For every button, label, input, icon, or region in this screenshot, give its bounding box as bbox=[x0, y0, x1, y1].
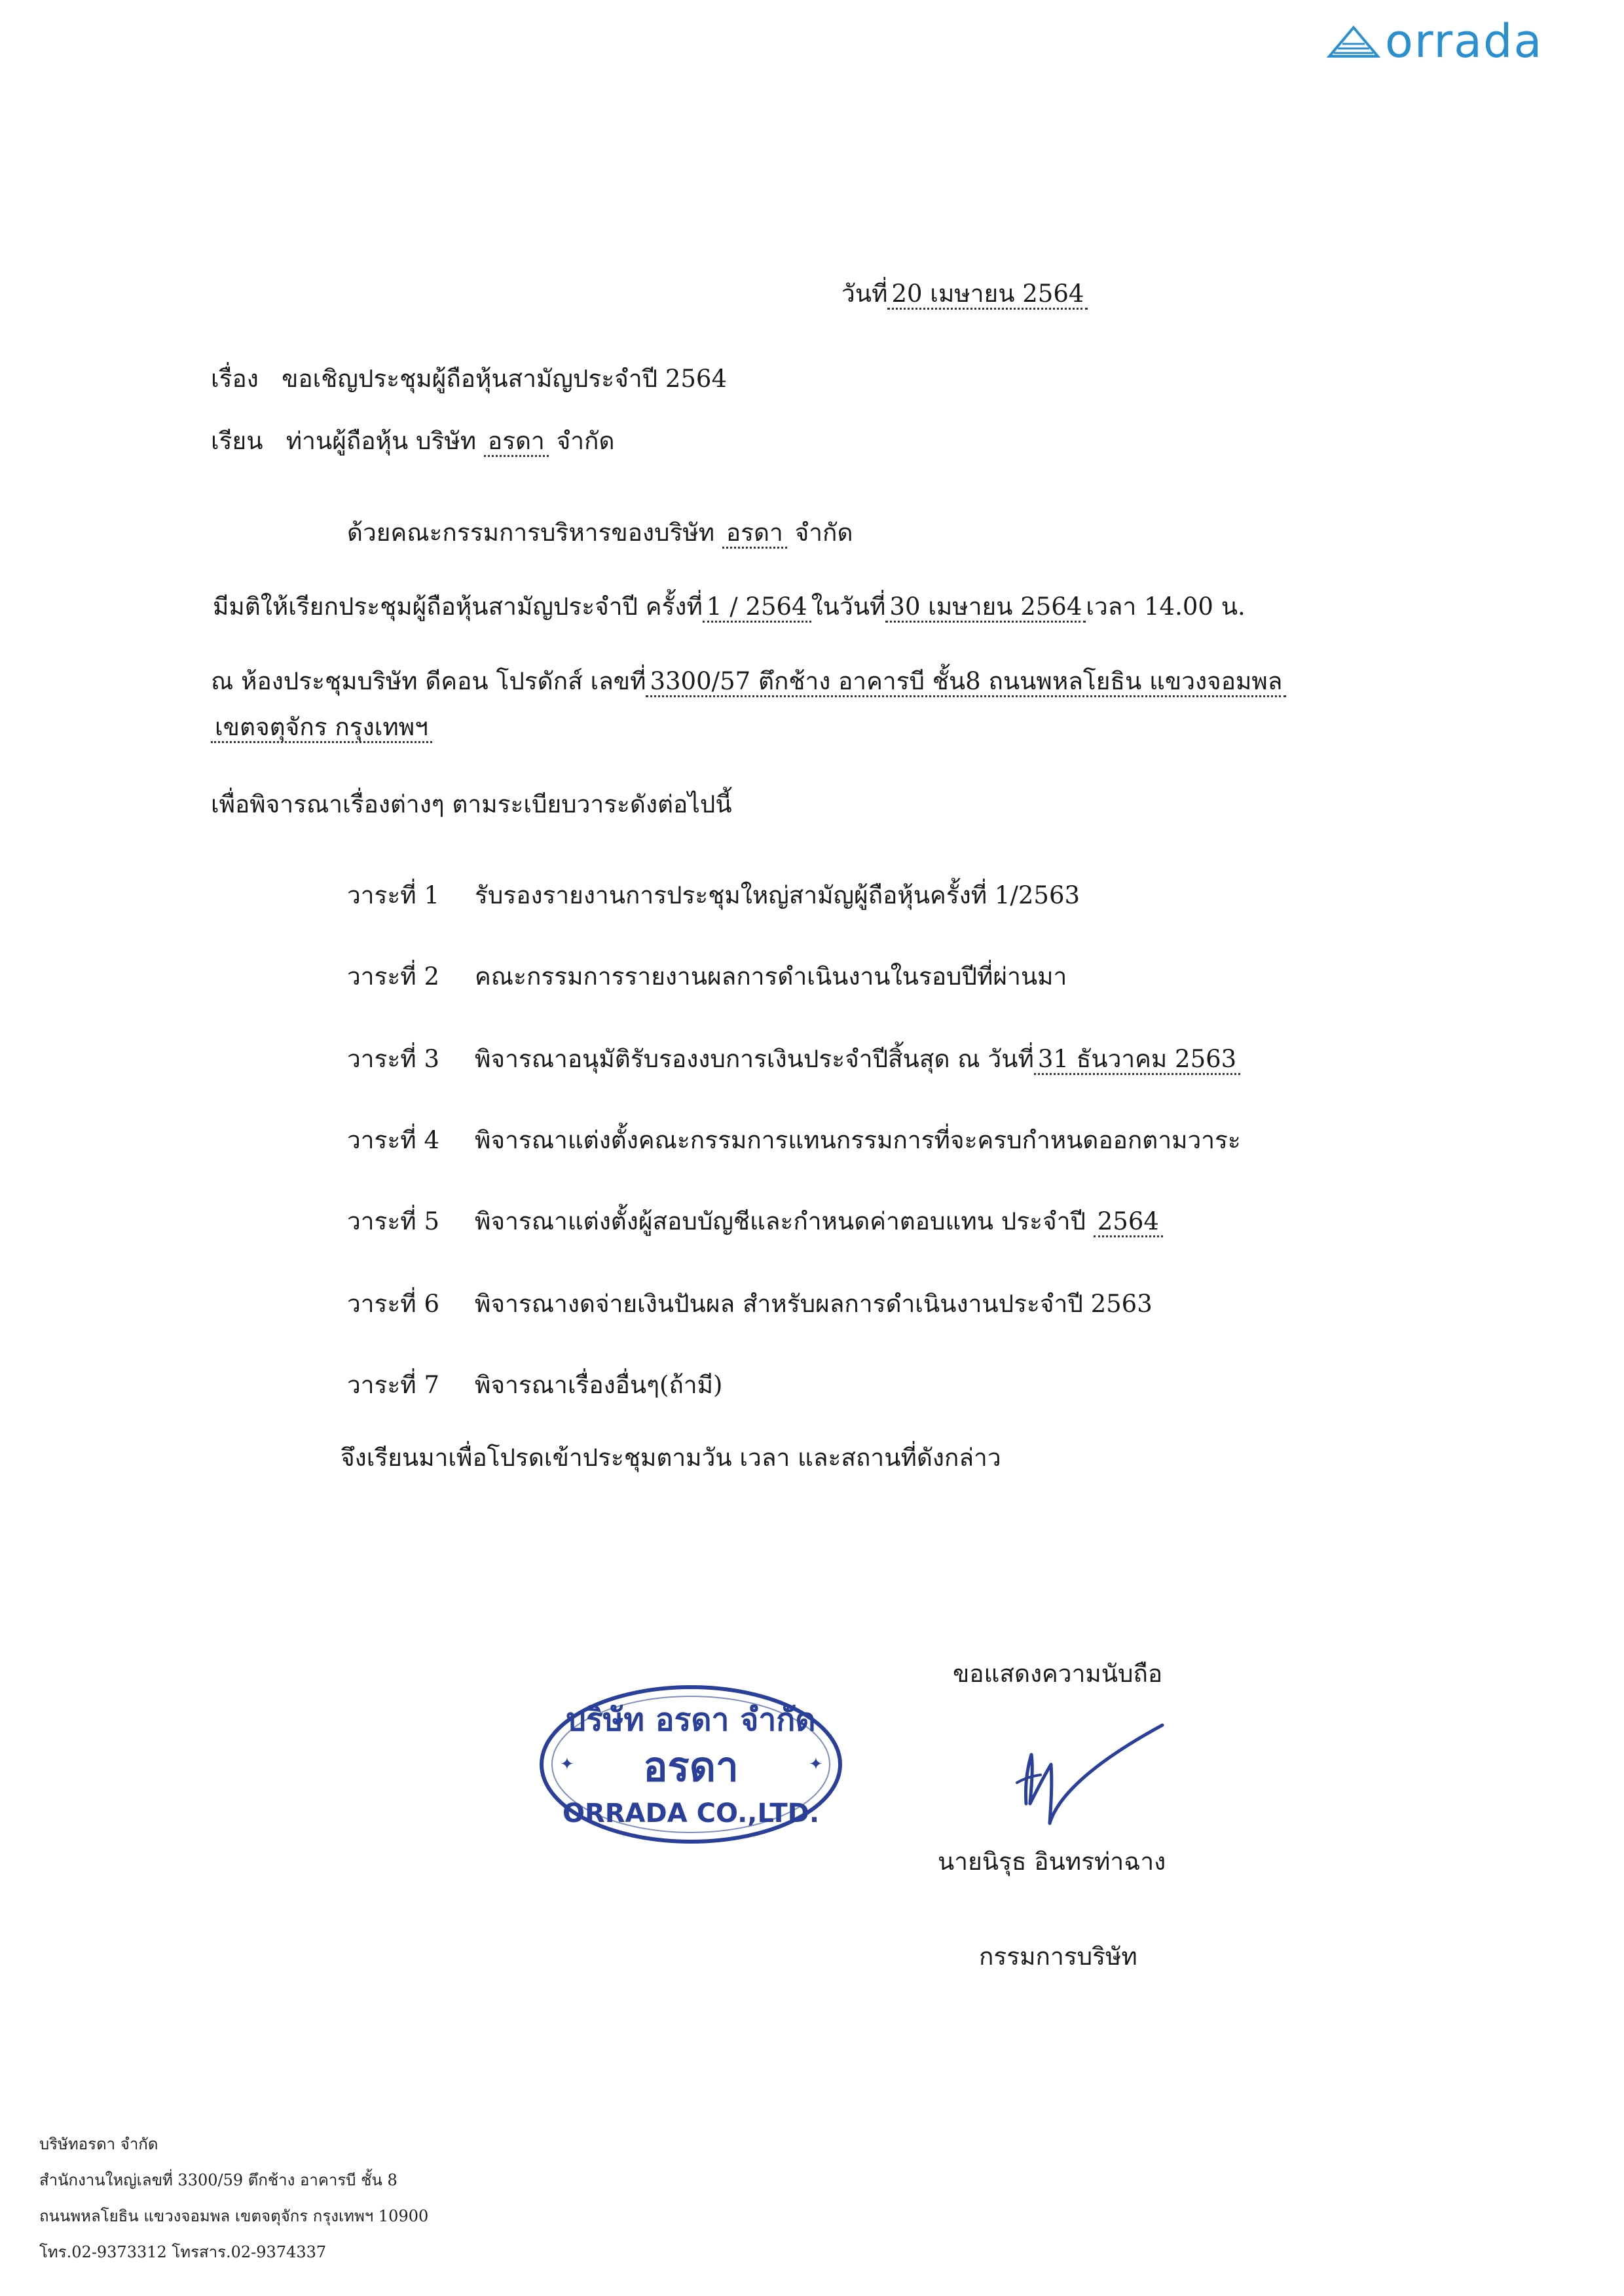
stamp-english-name: ORRADA CO.,LTD. bbox=[562, 1798, 820, 1829]
stamp-seal-icon bbox=[534, 1679, 848, 1850]
meeting-date: 30 เมษายน 2564 bbox=[885, 592, 1086, 623]
paragraph-venue-line2 bbox=[211, 715, 432, 739]
logo-mark-icon bbox=[1326, 22, 1385, 62]
orrada-logo bbox=[1326, 14, 1588, 68]
para3-prefix: ณ ห้องประชุมบริษัท ดีคอน โปรดักส์ เลขที่ bbox=[211, 667, 646, 695]
agenda-number: วาระที่ 6 bbox=[347, 1290, 439, 1318]
para1-company: อรดา bbox=[722, 519, 787, 549]
footer-address-2: ถนนพหลโยธิน แขวงจอมพล เขตจตุจักร กรุงเทพฯ 10900 bbox=[39, 2207, 429, 2225]
venue-address-2: เขตจตุจักร กรุงเทพฯ bbox=[211, 713, 432, 743]
footer-company: บริษัทอรดา จำกัด bbox=[39, 2135, 158, 2153]
agenda-fill: 2564 bbox=[1094, 1207, 1163, 1237]
agenda-text: พิจารณาแต่งตั้งคณะกรรมการแทนกรรมการที่จะครบกำหนดออกตามวาระ bbox=[475, 1126, 1241, 1154]
agenda-number: วาระที่ 3 bbox=[347, 1045, 439, 1073]
para1-suffix: จำกัด bbox=[794, 519, 853, 547]
subject-line bbox=[211, 367, 727, 391]
paragraph-agenda-intro: เพื่อพิจารณาเรื่องต่างๆ ตามระเบียบวาระดังต่อไปนี้ bbox=[211, 790, 732, 818]
svg-text:✦: ✦ bbox=[560, 1755, 574, 1774]
agenda-number: วาระที่ 5 bbox=[347, 1207, 439, 1235]
agenda-text-line bbox=[475, 1040, 1240, 1078]
paragraph-intro bbox=[347, 520, 853, 545]
agenda-text: พิจารณาเรื่องอื่นๆ(ถ้ามี) bbox=[475, 1371, 723, 1399]
agenda-number: วาระที่ 4 bbox=[347, 1126, 439, 1154]
recipient-label: เรียน bbox=[211, 427, 263, 455]
venue-address: 3300/57 ตึกช้าง อาคารบี ชั้น8 ถนนพหลโยธิน แขวงจอมพล bbox=[646, 667, 1286, 697]
recipient-company: อรดา bbox=[484, 427, 549, 457]
paragraph-venue bbox=[211, 669, 1286, 693]
stamp-mark: อรดา bbox=[643, 1743, 739, 1791]
company-stamp bbox=[534, 1679, 848, 1850]
para1-prefix: ด้วยคณะกรรมการบริหารของบริษัท bbox=[347, 519, 715, 547]
recipient-prefix: ท่านผู้ถือหุ้น บริษัท bbox=[286, 427, 477, 455]
signer-title: กรรมการบริษัท bbox=[979, 1942, 1137, 1971]
date-value: 20 เมษายน 2564 bbox=[887, 280, 1088, 310]
agenda-text: รับรองรายงานการประชุมใหญ่สามัญผู้ถือหุ้นครั้งที่ 1/2563 bbox=[475, 881, 1080, 909]
para2-prefix: มีมติให้เรียกประชุมผู้ถือหุ้นสามัญประจำปี ครั้งที่ bbox=[213, 592, 703, 621]
date-label: วันที่ bbox=[841, 280, 888, 308]
agenda-number: วาระที่ 7 bbox=[347, 1371, 439, 1399]
regards-text: ขอแสดงความนับถือ bbox=[953, 1660, 1163, 1688]
svg-text:✦: ✦ bbox=[809, 1755, 823, 1774]
agenda-number: วาระที่ 1 bbox=[347, 881, 439, 909]
recipient-line bbox=[211, 429, 614, 453]
meeting-time: เวลา 14.00 น. bbox=[1086, 592, 1246, 621]
agenda-text: พิจารณาอนุมัติรับรองงบการเงินประจำปีสิ้นสุด ณ วันที่ bbox=[475, 1045, 1034, 1073]
stamp-thai-name: บริษัท อรดา จำกัด bbox=[566, 1702, 816, 1738]
recipient-suffix: จำกัด bbox=[556, 427, 615, 455]
footer-address-1: สำนักงานใหญ่เลขที่ 3300/59 ตึกช้าง อาคารบี ชั้น 8 bbox=[39, 2171, 397, 2189]
agenda-fill: 31 ธันวาคม 2563 bbox=[1034, 1045, 1240, 1075]
signer-name: นายนิรุธ อินทรท่าฉาง bbox=[938, 1848, 1166, 1876]
agenda-text: พิจารณาแต่งตั้งผู้สอบบัญชีและกำหนดค่าตอบแทน ประจำปี bbox=[475, 1207, 1086, 1235]
footer-contact: โทร.02-9373312 โทรสาร.02-9374337 bbox=[39, 2243, 327, 2261]
meeting-number: 1 / 2564 bbox=[703, 592, 811, 623]
letter-date bbox=[841, 282, 1088, 306]
closing-line: จึงเรียนมาเพื่อโปรดเข้าประชุมตามวัน เวลา และสถานที่ดังกล่าว bbox=[341, 1444, 1001, 1472]
subject-label: เรื่อง bbox=[211, 365, 259, 393]
para2-date-label: ในวันที่ bbox=[811, 592, 886, 621]
paragraph-resolution bbox=[213, 594, 1246, 619]
logo-text: orrada bbox=[1385, 14, 1543, 68]
agenda-text: พิจารณางดจ่ายเงินปันผล สำหรับผลการดำเนินงานประจำปี 2563 bbox=[475, 1290, 1153, 1318]
agenda-number: วาระที่ 2 bbox=[347, 962, 439, 991]
subject-text: ขอเชิญประชุมผู้ถือหุ้นสามัญประจำปี 2564 bbox=[282, 365, 728, 393]
agenda-text-line bbox=[475, 1202, 1163, 1241]
agenda-text: คณะกรรมการรายงานผลการดำเนินงานในรอบปีที่ผ่านมา bbox=[475, 962, 1067, 991]
signature-icon bbox=[1012, 1705, 1169, 1836]
